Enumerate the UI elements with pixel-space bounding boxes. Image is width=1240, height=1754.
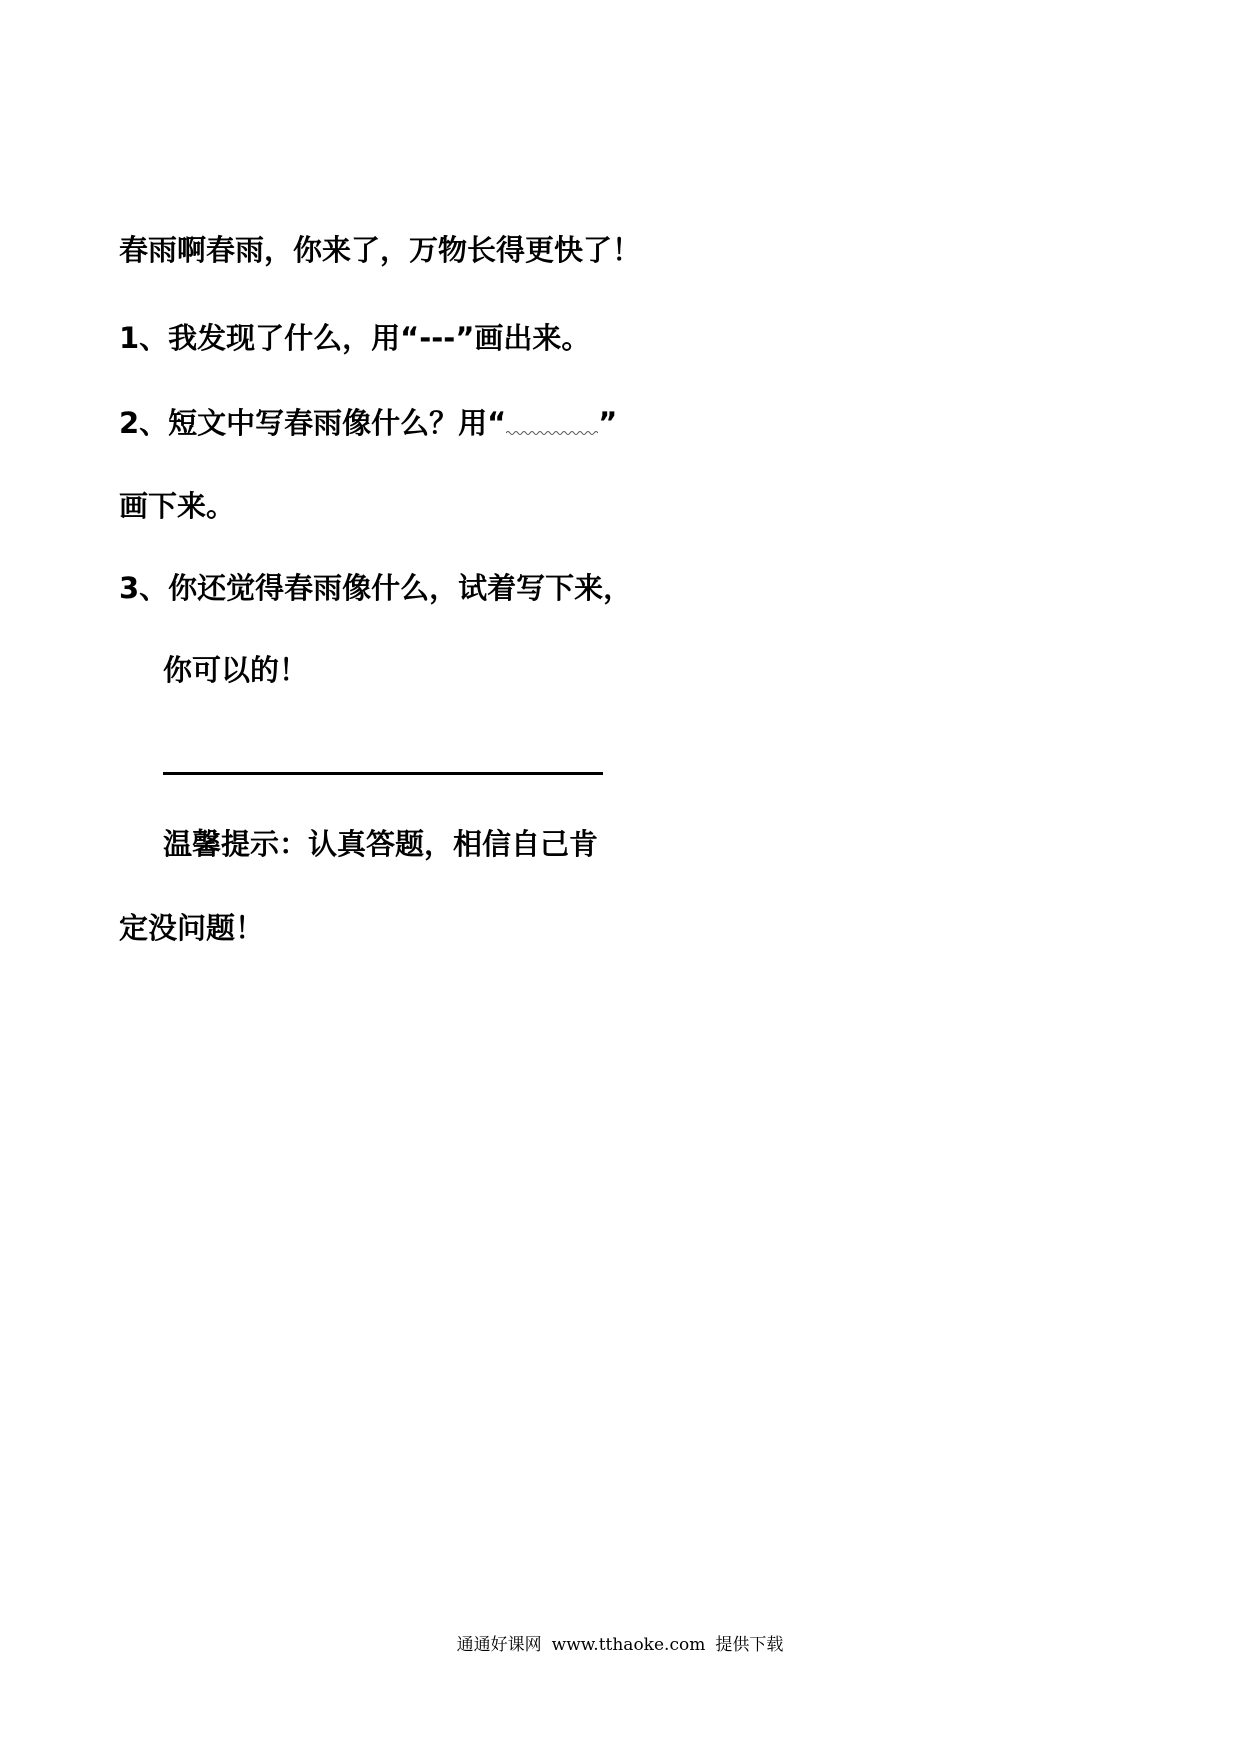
footer-site-name: 通通好课网 xyxy=(456,1635,542,1655)
question-1: 1、我发现了什么，用“---”画出来。 xyxy=(119,321,591,355)
footer-suffix: 提供下载 xyxy=(715,1635,784,1655)
tip-text: 温馨提示：认真答题，相信自己肯 xyxy=(163,827,599,861)
page-footer xyxy=(0,1634,1240,1656)
wavy-underline-mark xyxy=(506,407,598,437)
footer-url: www.tthaoke.com xyxy=(551,1635,706,1655)
question-2 xyxy=(119,405,617,441)
tip-text-continued: 定没问题！ xyxy=(119,911,265,945)
question-3: 3、你还觉得春雨像什么，试着写下来， xyxy=(119,571,633,605)
question-3-continued: 你可以的！ xyxy=(163,653,309,687)
intro-sentence: 春雨啊春雨，你来了，万物长得更快了！ xyxy=(119,233,642,267)
answer-blank-line xyxy=(163,772,603,775)
question-2-text: 2、短文中写春雨像什么？用“ xyxy=(119,406,507,440)
question-2-close-quote: ” xyxy=(598,406,618,440)
question-2-continued: 画下来。 xyxy=(119,489,236,523)
